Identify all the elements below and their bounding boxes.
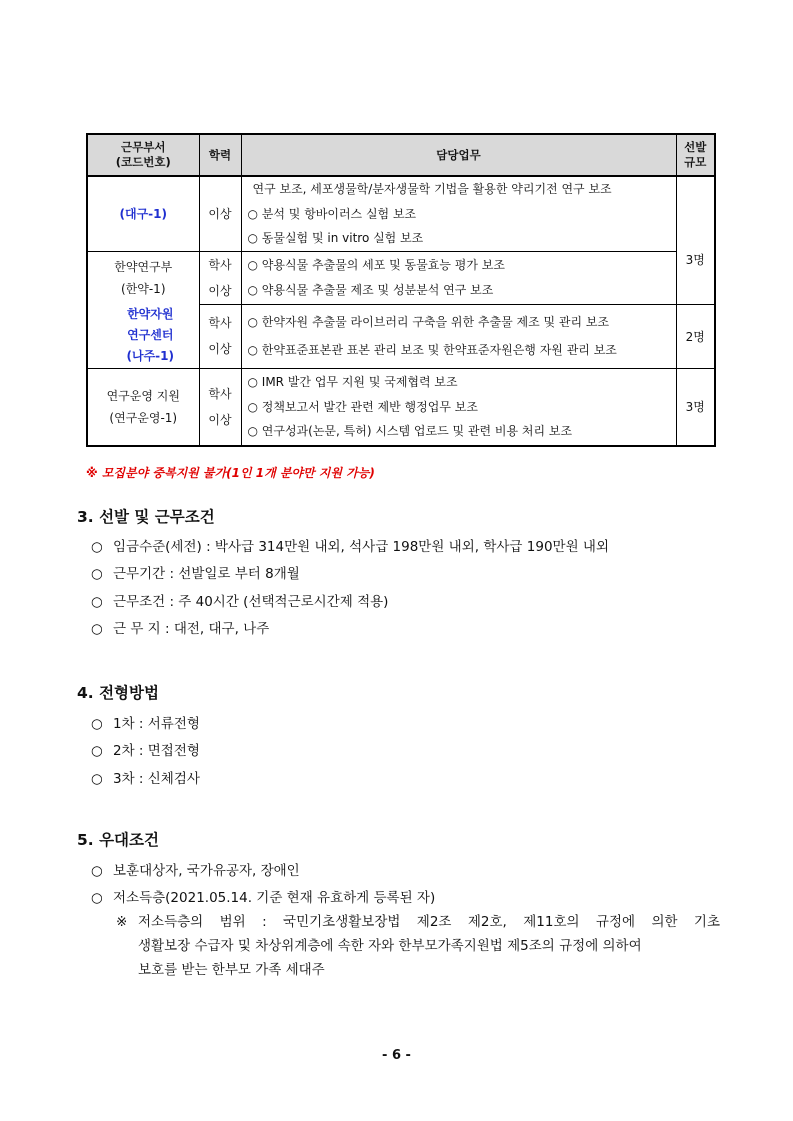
dept-code: (대구-1) — [119, 206, 167, 221]
edu-text: 이상 — [208, 283, 232, 298]
count-cell — [676, 176, 715, 251]
circle-bullet-icon: ○ — [91, 594, 103, 610]
list-item — [91, 590, 388, 610]
item-text: 근 무 지 : 대전, 대구, 나주 — [113, 621, 270, 637]
duty-line: ○ 분석 및 항바이러스 실험 보조 — [247, 206, 417, 221]
duty-line: ○ 약용식물 추출물 제조 및 성분분석 연구 보조 — [247, 282, 494, 297]
circle-bullet-icon: ○ — [91, 863, 103, 879]
circle-bullet-icon: ○ — [91, 566, 103, 582]
item-text: 근무기간 : 선발일로 부터 8개월 — [113, 566, 300, 582]
dept-name: 연구운영 지원 — [106, 388, 180, 403]
item-text: 1차 : 서류전형 — [113, 716, 200, 732]
list-item — [91, 859, 300, 879]
list-item — [91, 712, 200, 732]
duplicate-application-note: ※ 모집분야 중복지원 불가(1인 1개 분야만 지원 가능) — [86, 466, 375, 480]
duty-line: 연구 보조, 세포생물학/분자생물학 기법을 활용한 약리기전 연구 보조 — [252, 182, 612, 196]
list-item — [91, 767, 200, 787]
page-number: - 6 - — [382, 1048, 411, 1063]
header-duty: 담당업무 — [241, 134, 676, 176]
list-item — [91, 535, 609, 555]
edu-cell — [199, 368, 241, 446]
duty-cell — [241, 368, 676, 446]
header-count-label-1: 선발 — [684, 140, 707, 154]
note-line: 보호를 받는 한부모 가족 세대주 — [138, 962, 325, 978]
edu-text: 이상 — [208, 206, 232, 221]
circle-bullet-icon: ○ — [91, 890, 103, 906]
recruitment-table — [86, 133, 716, 447]
duty-line: ○ 연구성과(논문, 특허) 시스템 업로드 및 관련 비용 처리 보조 — [247, 424, 573, 438]
section-4-title: 4. 전형방법 — [77, 684, 159, 702]
item-text: 저소득층(2021.05.14. 기준 현재 유효하게 등록된 자) — [113, 890, 436, 906]
dept-code: (나주-1) — [126, 349, 174, 364]
header-count — [676, 134, 715, 176]
list-item — [91, 562, 300, 582]
list-item — [91, 886, 435, 906]
table-row — [87, 368, 715, 446]
edu-text: 학사 — [208, 386, 232, 401]
section-3-title: 3. 선발 및 근무조건 — [77, 508, 215, 526]
dept-code: (한약-1) — [120, 281, 166, 296]
duty-line: ○ 정책보고서 발간 관련 제반 행정업무 보조 — [247, 399, 478, 414]
dept-cell — [87, 368, 199, 446]
edu-text: 학사 — [208, 257, 232, 272]
circle-bullet-icon: ○ — [91, 539, 103, 555]
header-count-label-2: 규모 — [684, 155, 707, 169]
circle-bullet-icon: ○ — [91, 621, 103, 637]
duty-line: ○ 약용식물 추출물의 세포 및 동물효능 평가 보조 — [247, 258, 505, 272]
edu-cell — [199, 176, 241, 251]
dept-name: 연구센터 — [127, 328, 174, 343]
dept-cell — [87, 251, 199, 304]
item-text: 근무조건 : 주 40시간 (선택적근로시간제 적용) — [113, 594, 389, 610]
duty-line: ○ IMR 발간 업무 지원 및 국제협력 보조 — [247, 375, 458, 389]
table-header-row — [87, 134, 715, 176]
edu-cell — [199, 304, 241, 368]
circle-bullet-icon: ○ — [91, 716, 103, 732]
duty-line: ○ 한약자원 추출물 라이브러리 구축을 위한 추출물 제조 및 관리 보조 — [247, 315, 610, 329]
section-5-title: 5. 우대조건 — [77, 831, 159, 849]
duty-cell — [241, 251, 676, 304]
low-income-scope-note — [116, 910, 720, 982]
header-dept — [87, 134, 199, 176]
count-cell: 3명 — [676, 251, 715, 304]
dept-name: 한약자원 — [127, 307, 174, 322]
header-dept-code-label: (코드번호) — [115, 155, 171, 169]
reference-mark: ※ — [116, 914, 128, 930]
duty-cell — [241, 304, 676, 368]
edu-text: 학사 — [208, 316, 232, 330]
circle-bullet-icon: ○ — [91, 743, 103, 759]
table-row — [87, 176, 715, 251]
table-row — [87, 251, 715, 304]
count-cell: 2명 — [676, 304, 715, 368]
dept-code: (연구운영-1) — [109, 410, 178, 425]
list-item — [91, 617, 269, 637]
note-line: 저소득층의 범위 : 국민기초생활보장법 제2조 제2호, 제11호의 규정에 의한 기초 — [138, 914, 720, 930]
note-line: 생활보장 수급자 및 차상위계층에 속한 자와 한부모가족지원법 제5조의 규정에 의하여 — [138, 938, 642, 954]
dept-name: 한약연구부 — [114, 259, 173, 274]
edu-text: 이상 — [208, 342, 232, 356]
item-text: 2차 : 면접전형 — [113, 743, 200, 759]
dept-cell — [87, 176, 199, 251]
header-dept-label: 근무부서 — [121, 140, 166, 154]
duty-cell — [241, 176, 676, 251]
edu-text: 이상 — [208, 412, 232, 427]
edu-cell — [199, 251, 241, 304]
item-text: 임금수준(세전) : 박사급 314만원 내외, 석사급 198만원 내외, 학사급 190만원 내외 — [113, 539, 609, 555]
list-item — [91, 739, 200, 759]
dept-cell — [87, 304, 199, 368]
item-text: 보훈대상자, 국가유공자, 장애인 — [113, 863, 300, 879]
duty-line: ○ 한약표준표본관 표본 관리 보조 및 한약표준자원은행 자원 관리 보조 — [247, 343, 617, 357]
header-edu: 학력 — [199, 134, 241, 176]
duty-line: ○ 동물실험 및 in vitro 실험 보조 — [247, 231, 424, 245]
table-row — [87, 304, 715, 368]
count-cell: 3명 — [676, 368, 715, 446]
circle-bullet-icon: ○ — [91, 771, 103, 787]
item-text: 3차 : 신체검사 — [113, 771, 200, 787]
